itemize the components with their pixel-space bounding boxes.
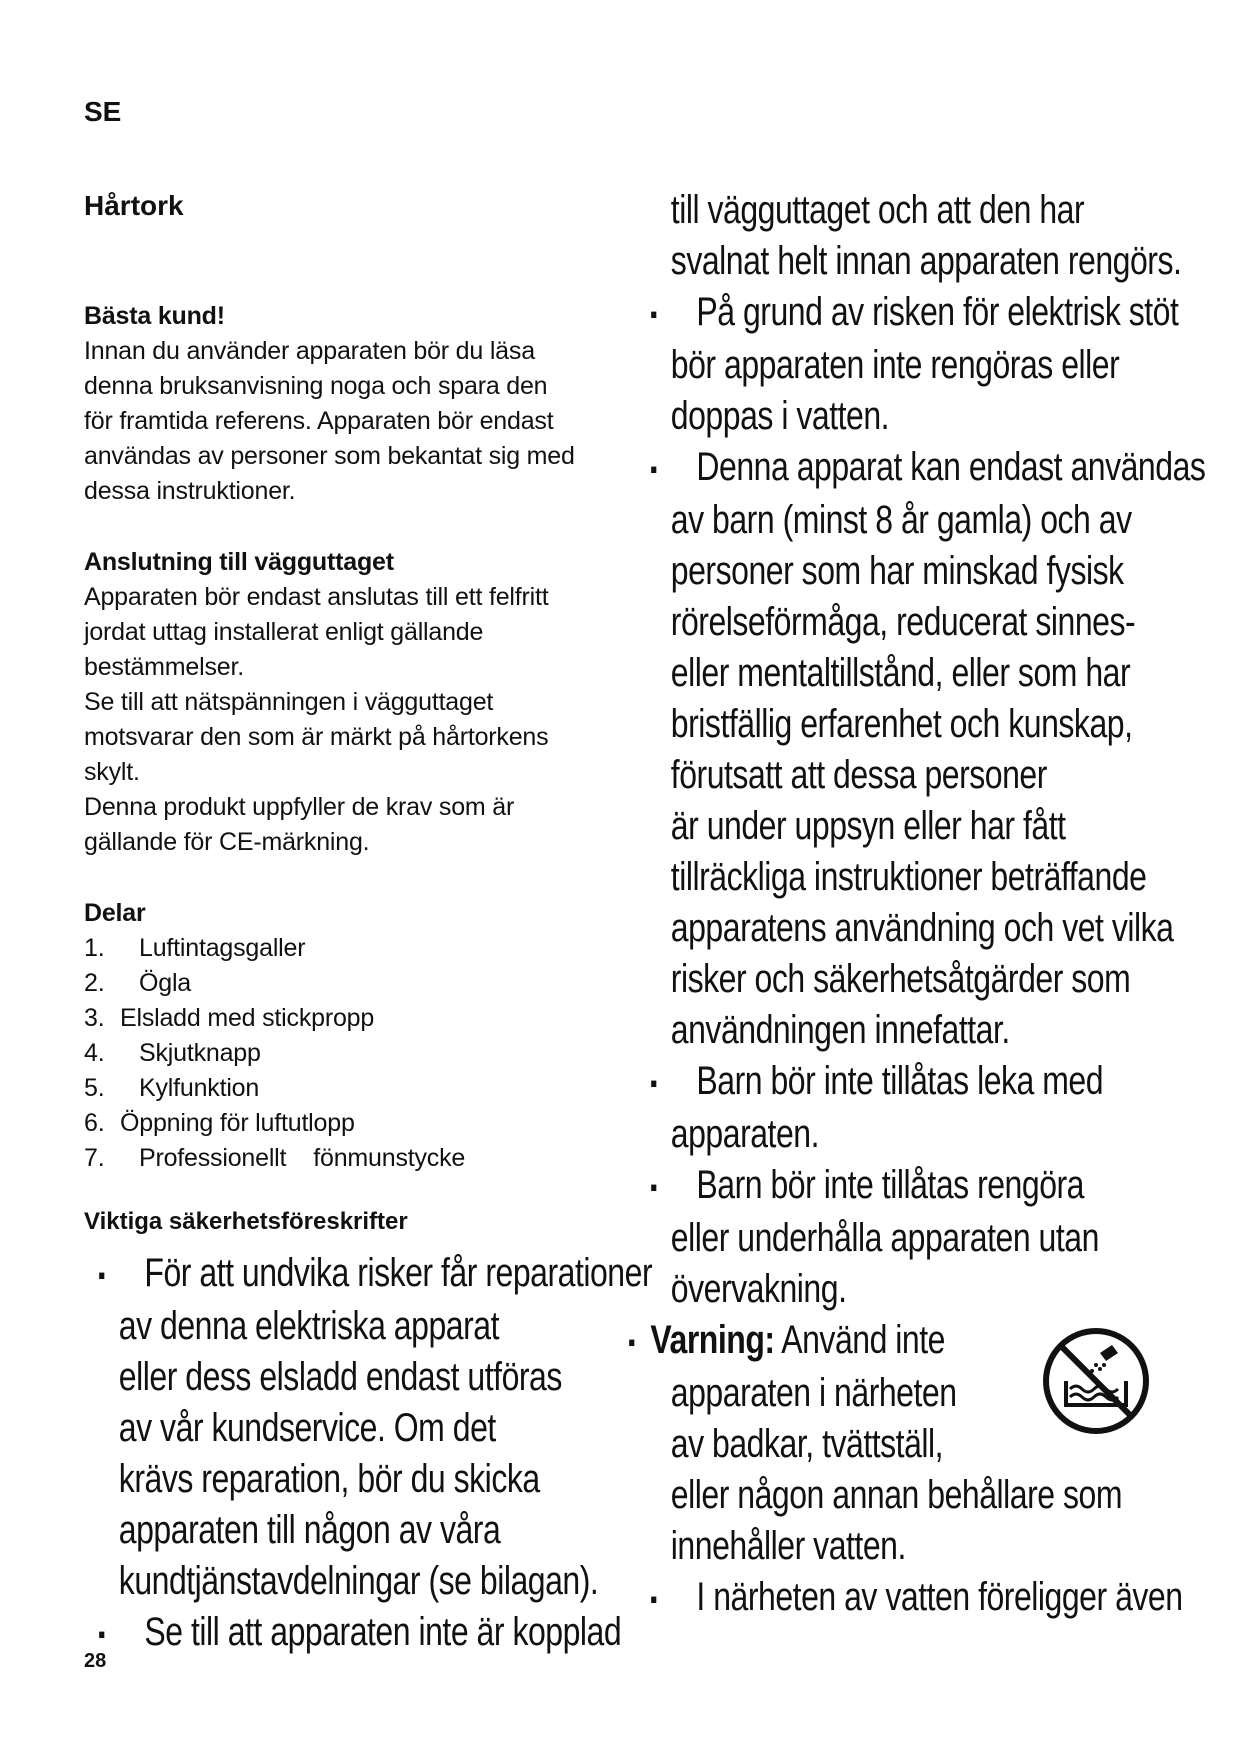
bullet-icon: ▪ xyxy=(650,298,657,329)
safety-line: eller dess elsladd endast utföras xyxy=(118,1354,562,1399)
connection-section xyxy=(84,545,644,860)
safety-line: krävs reparation, bör du skicka xyxy=(118,1456,540,1501)
safety-left-block xyxy=(98,1248,658,1660)
bullet-icon: ▪ xyxy=(628,1326,635,1357)
safety-line: övervakning. xyxy=(670,1266,847,1311)
bullet-icon: ▪ xyxy=(98,1618,105,1649)
safety-heading: Viktiga säkerhetsföreskrifter xyxy=(84,1208,408,1235)
list-item xyxy=(84,1001,644,1036)
safety-line xyxy=(98,1248,653,1301)
part-number: 6. xyxy=(84,1109,105,1137)
bullet-icon: ▪ xyxy=(650,1583,657,1614)
safety-line: är under uppsyn eller har fått xyxy=(670,803,1066,848)
safety-text: Denna apparat kan endast användas xyxy=(696,444,1206,489)
safety-line: apparaten. xyxy=(670,1111,820,1156)
part-number: 1. xyxy=(84,934,105,962)
part-label: Öppning för luftutlopp xyxy=(120,1109,355,1137)
safety-line: till vägguttaget och att den har xyxy=(670,188,1085,232)
safety-line xyxy=(650,287,1179,340)
list-item xyxy=(84,1036,644,1071)
connection-line: bestämmelser. xyxy=(84,653,244,681)
greeting-line: Innan du använder apparaten bör du läsa xyxy=(84,337,535,365)
safety-line xyxy=(628,1315,1094,1368)
safety-line xyxy=(650,442,1206,495)
greeting-line: dessa instruktioner. xyxy=(84,477,296,505)
bullet-icon: ▪ xyxy=(650,1171,657,1202)
part-label: Professionellt fönmunstycke xyxy=(139,1144,466,1172)
safety-line: av barn (minst 8 år gamla) och av xyxy=(670,497,1132,542)
safety-line: svalnat helt innan apparaten rengörs. xyxy=(670,239,1182,283)
safety-line: förutsatt att dessa personer xyxy=(670,752,1047,797)
greeting-line: användas av personer som bekantat sig med xyxy=(84,442,575,470)
part-number: 2. xyxy=(84,969,105,997)
greeting-line: för framtida referens. Apparaten bör endast xyxy=(84,407,554,435)
safety-line: apparaten till någon av våra xyxy=(118,1507,501,1552)
connection-heading: Anslutning till vägguttaget xyxy=(84,548,394,576)
safety-line: av vår kundservice. Om det xyxy=(118,1405,496,1450)
safety-line: doppas i vatten. xyxy=(670,393,890,438)
no-shower-bath-water-icon xyxy=(1040,1325,1152,1437)
safety-line: rörelseförmåga, reducerat sinnes- xyxy=(670,599,1136,644)
warning-label: Varning: xyxy=(650,1317,775,1362)
safety-line: av denna elektriska apparat xyxy=(118,1303,499,1348)
greeting-section xyxy=(84,299,644,509)
safety-line xyxy=(650,1572,1183,1625)
safety-line: eller underhålla apparaten utan xyxy=(670,1215,1099,1260)
safety-line: apparatens användning och vet vilka xyxy=(670,905,1174,950)
safety-line: av badkar, tvättställ, xyxy=(670,1421,944,1466)
part-number: 4. xyxy=(84,1039,105,1067)
safety-text: I närheten av vatten föreligger även xyxy=(696,1574,1183,1619)
safety-text: För att undvika risker får reparationer xyxy=(144,1251,653,1295)
connection-line: Se till att nätspänningen i vägguttaget xyxy=(84,688,494,716)
list-item xyxy=(84,1106,644,1141)
safety-text: Se till att apparaten inte är kopplad xyxy=(144,1609,622,1654)
safety-line: apparaten i närheten xyxy=(670,1370,957,1415)
safety-line: bör apparaten inte rengöras eller xyxy=(670,342,1120,387)
connection-line: Apparaten bör endast anslutas till ett felfritt xyxy=(84,583,549,611)
safety-line: risker och säkerhetsåtgärder som xyxy=(670,956,1131,1001)
parts-heading: Delar xyxy=(84,899,146,927)
safety-text: Använd inte xyxy=(781,1317,945,1362)
safety-line: eller mentaltillstånd, eller som har xyxy=(670,650,1131,695)
bullet-icon: ▪ xyxy=(650,453,657,484)
part-label: Skjutknapp xyxy=(139,1039,261,1067)
page-title: Hårtork xyxy=(84,190,184,221)
parts-list xyxy=(84,931,644,1176)
safety-text: Barn bör inte tillåtas leka med xyxy=(696,1058,1104,1103)
page-number: 28 xyxy=(84,1650,107,1672)
safety-line: tillräckliga instruktioner beträffande xyxy=(670,854,1147,899)
parts-section xyxy=(84,896,644,1176)
connection-line: Denna produkt uppfyller de krav som är xyxy=(84,793,515,821)
safety-line xyxy=(650,1056,1104,1109)
safety-line xyxy=(98,1607,622,1660)
safety-line: användningen innefattar. xyxy=(670,1007,1010,1052)
part-number: 5. xyxy=(84,1074,105,1102)
connection-line: skylt. xyxy=(84,758,140,786)
connection-line: gällande för CE-märkning. xyxy=(84,828,370,856)
safety-line: innehåller vatten. xyxy=(670,1523,906,1568)
bullet-icon: ▪ xyxy=(98,1259,105,1290)
safety-text: På grund av risken för elektrisk stöt xyxy=(696,290,1179,334)
safety-line: personer som har minskad fysisk xyxy=(670,548,1124,593)
part-number: 7. xyxy=(84,1144,105,1172)
bullet-icon: ▪ xyxy=(650,1067,657,1098)
list-item xyxy=(84,931,644,966)
part-label: Ögla xyxy=(139,969,192,997)
list-item xyxy=(84,1141,644,1176)
part-label: Elsladd med stickpropp xyxy=(120,1004,375,1032)
list-item xyxy=(84,966,644,1001)
language-code: SE xyxy=(84,96,122,127)
safety-text: Barn bör inte tillåtas rengöra xyxy=(696,1162,1085,1207)
safety-line: eller någon annan behållare som xyxy=(670,1472,1123,1517)
connection-line: jordat uttag installerat enligt gällande xyxy=(84,618,484,646)
greeting-heading: Bästa kund! xyxy=(84,302,225,330)
part-label: Luftintagsgaller xyxy=(139,934,306,962)
safety-line: bristfällig erfarenhet och kunskap, xyxy=(670,701,1133,746)
list-item xyxy=(84,1071,644,1106)
connection-line: motsvarar den som är märkt på hårtorkens xyxy=(84,723,549,751)
part-label: Kylfunktion xyxy=(139,1074,260,1102)
part-number: 3. xyxy=(84,1004,105,1032)
safety-line xyxy=(650,1160,1098,1213)
greeting-line: denna bruksanvisning noga och spara den xyxy=(84,372,548,400)
safety-line: kundtjänstavdelningar (se bilagan). xyxy=(118,1558,599,1603)
